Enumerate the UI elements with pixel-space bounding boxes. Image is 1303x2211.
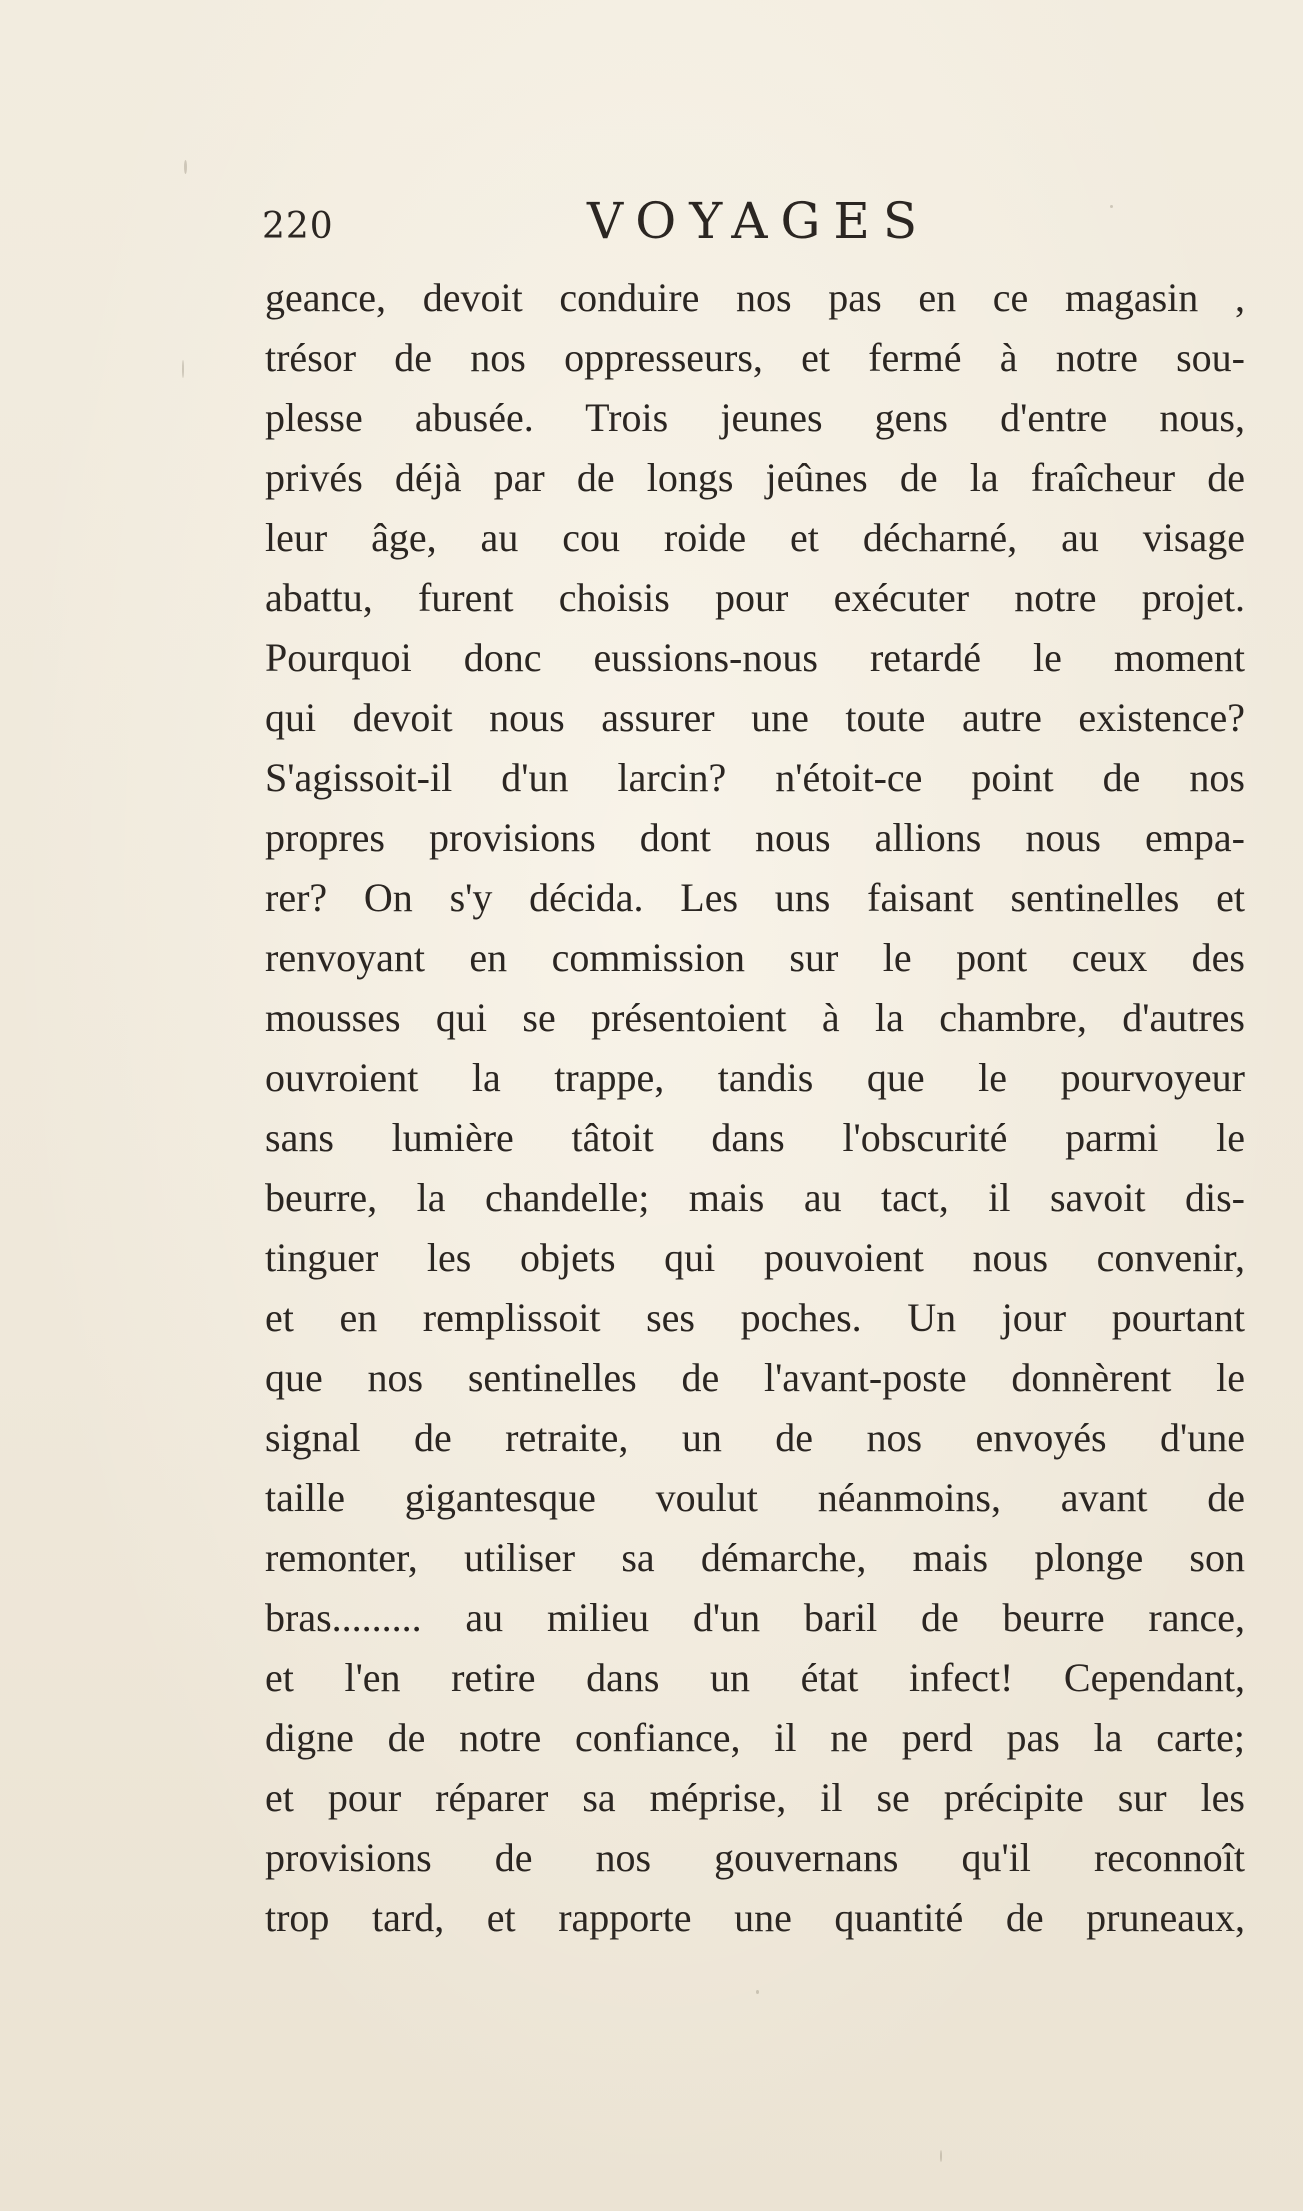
text-line: taille gigantesque voulut néanmoins, avant de bbox=[265, 1475, 1245, 1520]
text-line: mousses qui se présentoient à la chambre, d'autres bbox=[265, 995, 1245, 1040]
text-line: digne de notre confiance, il ne perd pas la carte; bbox=[265, 1715, 1245, 1760]
text-line: plesse abusée. Trois jeunes gens d'entre nous, bbox=[265, 395, 1245, 440]
text-line: ouvroient la trappe, tandis que le pourvoyeur bbox=[265, 1055, 1245, 1100]
paper-speck bbox=[756, 1990, 759, 1994]
paper-speck bbox=[182, 360, 184, 378]
text-line: trop tard, et rapporte une quantité de pruneaux, bbox=[265, 1895, 1245, 1940]
text-line: renvoyant en commission sur le pont ceux des bbox=[265, 935, 1245, 980]
text-line: sans lumière tâtoit dans l'obscurité parmi le bbox=[265, 1115, 1245, 1160]
text-line: geance, devoit conduire nos pas en ce magasin , bbox=[265, 275, 1245, 320]
text-line: bras......... au milieu d'un baril de beurre rance, bbox=[265, 1595, 1245, 1640]
text-line: que nos sentinelles de l'avant-poste donnèrent le bbox=[265, 1355, 1245, 1400]
text-line: beurre, la chandelle; mais au tact, il savoit dis- bbox=[265, 1175, 1245, 1220]
text-line: propres provisions dont nous allions nous empa- bbox=[265, 815, 1245, 860]
text-line: trésor de nos oppresseurs, et fermé à notre sou- bbox=[265, 335, 1245, 380]
body-text bbox=[265, 268, 1245, 1948]
text-line: et en remplissoit ses poches. Un jour pourtant bbox=[265, 1295, 1245, 1340]
running-title: VOYAGES bbox=[587, 192, 931, 250]
text-line: leur âge, au cou roide et décharné, au visage bbox=[265, 515, 1245, 560]
text-line: et pour réparer sa méprise, il se précipite sur les bbox=[265, 1775, 1245, 1820]
text-line: qui devoit nous assurer une toute autre existence? bbox=[265, 695, 1245, 740]
text-line: remonter, utiliser sa démarche, mais plonge son bbox=[265, 1535, 1245, 1580]
text-line: tinguer les objets qui pouvoient nous convenir, bbox=[265, 1235, 1245, 1280]
paper-speck bbox=[184, 160, 187, 174]
text-line: Pourquoi donc eussions-nous retardé le moment bbox=[265, 635, 1245, 680]
page-number: 220 bbox=[262, 206, 334, 247]
text-line: provisions de nos gouvernans qu'il reconnoît bbox=[265, 1835, 1245, 1880]
paper-speck bbox=[1110, 205, 1113, 208]
paper-speck bbox=[940, 2150, 942, 2162]
text-line: S'agissoit-il d'un larcin? n'étoit-ce point de nos bbox=[265, 755, 1245, 800]
text-line: privés déjà par de longs jeûnes de la fraîcheur de bbox=[265, 455, 1245, 500]
text-line: et l'en retire dans un état infect! Cependant, bbox=[265, 1655, 1245, 1700]
text-line: rer? On s'y décida. Les uns faisant sentinelles et bbox=[265, 875, 1245, 920]
text-line: signal de retraite, un de nos envoyés d'une bbox=[265, 1415, 1245, 1460]
page-header bbox=[262, 192, 1062, 262]
text-line: abattu, furent choisis pour exécuter notre projet. bbox=[265, 575, 1245, 620]
